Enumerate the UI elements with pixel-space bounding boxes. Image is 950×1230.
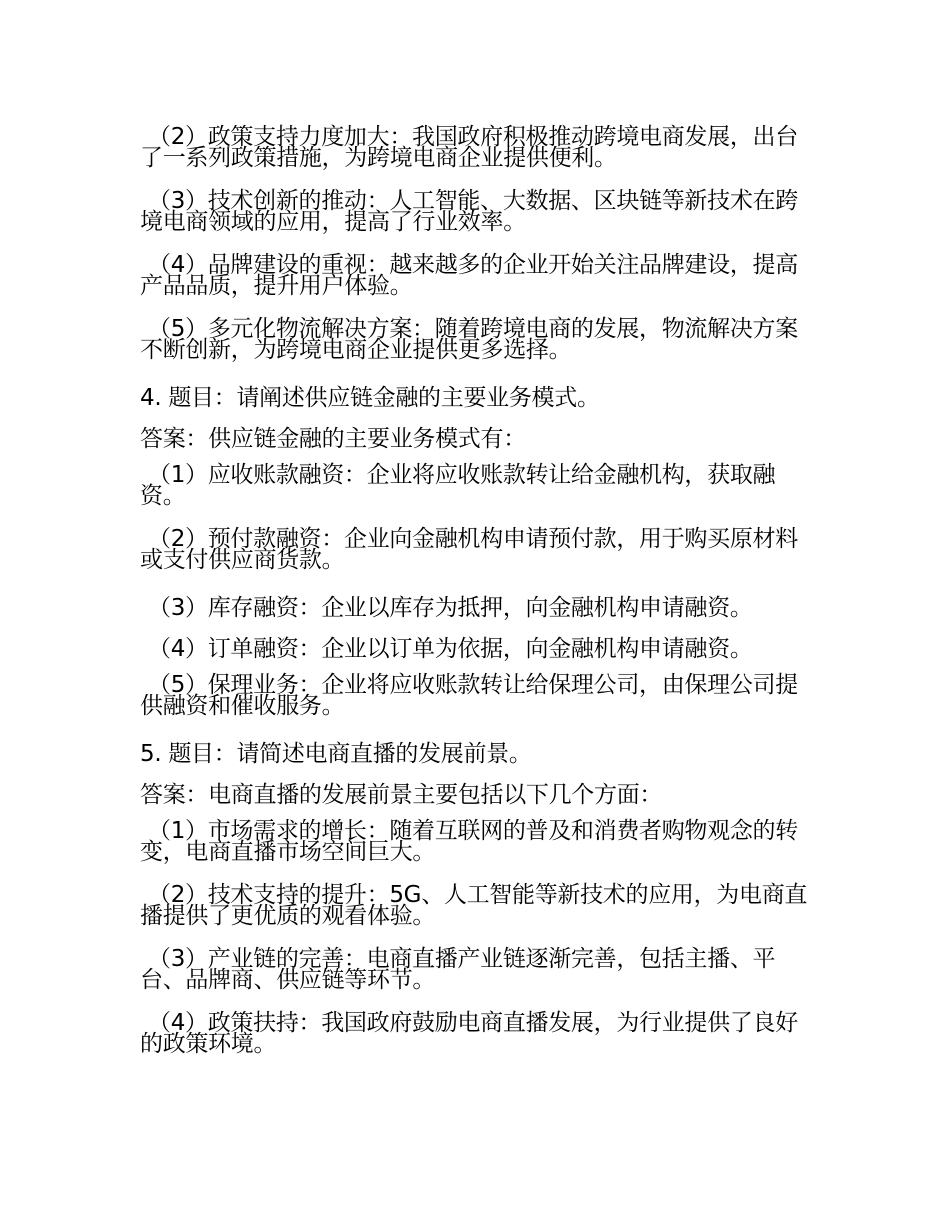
- answer-point-4-3: （3）库存融资：企业以库存为抵押，向金融机构申请融资。: [148, 595, 753, 621]
- answer-point-5-4: （4）政策扶持：我国政府鼓励电商直播发展，为行业提供了良好的政策环境。: [140, 1010, 798, 1057]
- answer-point-4-5: （5）保理业务：企业将应收账款转让给保理公司，由保理公司提供融资和催收服务。: [140, 672, 798, 719]
- answer-point-5-3: （3）产业链的完善：电商直播产业链逐渐完善，包括主播、平台、品牌商、供应链等环节。: [140, 946, 776, 993]
- answer-point-5-2: （2）技术支持的提升：5G、人工智能等新技术的应用，为电商直播提供了更优质的观看体验。: [140, 882, 808, 929]
- document-body: [140, 124, 812, 1077]
- answer-5-intro: 答案：电商直播的发展前景主要包括以下几个方面：: [140, 782, 663, 808]
- answer-point-3-5: （5）多元化物流解决方案：随着跨境电商的发展，物流解决方案不断创新，为跨境电商企业提供更多选择。: [140, 316, 798, 363]
- answer-point-4-2: （2）预付款融资：企业向金融机构申请预付款，用于购买原材料或支付供应商货款。: [140, 526, 798, 573]
- answer-point-4-1: （1）应收账款融资：企业将应收账款转让给金融机构，获取融资。: [140, 462, 776, 509]
- answer-4-intro: 答案：供应链金融的主要业务模式有：: [140, 426, 526, 452]
- question-4: 4. 题目：请阐述供应链金融的主要业务模式。: [140, 385, 600, 411]
- answer-point-3-2: （2）政策支持力度加大：我国政府积极推动跨境电商发展，出台了一系列政策措施，为跨境电商企业提供便利。: [140, 124, 798, 171]
- question-5: 5. 题目：请简述电商直播的发展前景。: [140, 741, 532, 767]
- answer-point-5-1: （1）市场需求的增长：随着互联网的普及和消费者购物观念的转变，电商直播市场空间巨大。: [140, 818, 798, 865]
- answer-point-4-4: （4）订单融资：企业以订单为依据，向金融机构申请融资。: [148, 636, 753, 662]
- answer-point-3-4: （4）品牌建设的重视：越来越多的企业开始关注品牌建设，提高产品品质，提升用户体验。: [140, 252, 798, 299]
- answer-point-3-3: （3）技术创新的推动：人工智能、大数据、区块链等新技术在跨境电商领域的应用，提高了行业效率。: [140, 188, 798, 235]
